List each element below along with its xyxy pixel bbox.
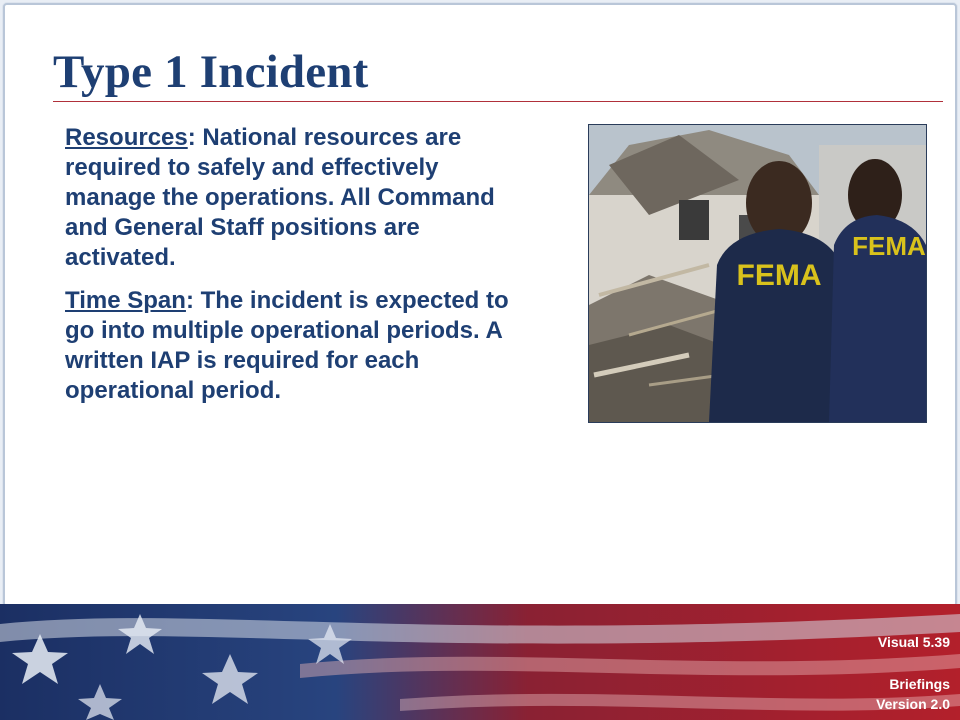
fema-jacket-label-right: FEMA [852, 231, 926, 261]
resources-paragraph [65, 123, 535, 273]
version-label: Version 2.0 [876, 696, 950, 712]
slide-title: Type 1 Incident [53, 46, 369, 98]
time-span-text: : The incident is expected to go into multiple operational periods. A written IAP is required for each operational period. [65, 287, 509, 404]
resources-term: Resources [65, 124, 188, 151]
title-underline-rule [53, 101, 943, 102]
fema-workers-photo [588, 124, 927, 423]
slide-frame [3, 3, 957, 607]
time-span-paragraph [65, 286, 535, 406]
flag-footer-banner [0, 604, 960, 720]
fema-jacket-label-left: FEMA [736, 259, 822, 292]
slide-body [65, 123, 535, 419]
resources-text: : National resources are required to safely and effectively manage the operations. All Command and General Staff positions are activated. [65, 124, 495, 271]
visual-number-label: Visual 5.39 [877, 634, 950, 650]
time-span-term: Time Span [65, 287, 186, 314]
course-title-label: Briefings [889, 676, 950, 692]
